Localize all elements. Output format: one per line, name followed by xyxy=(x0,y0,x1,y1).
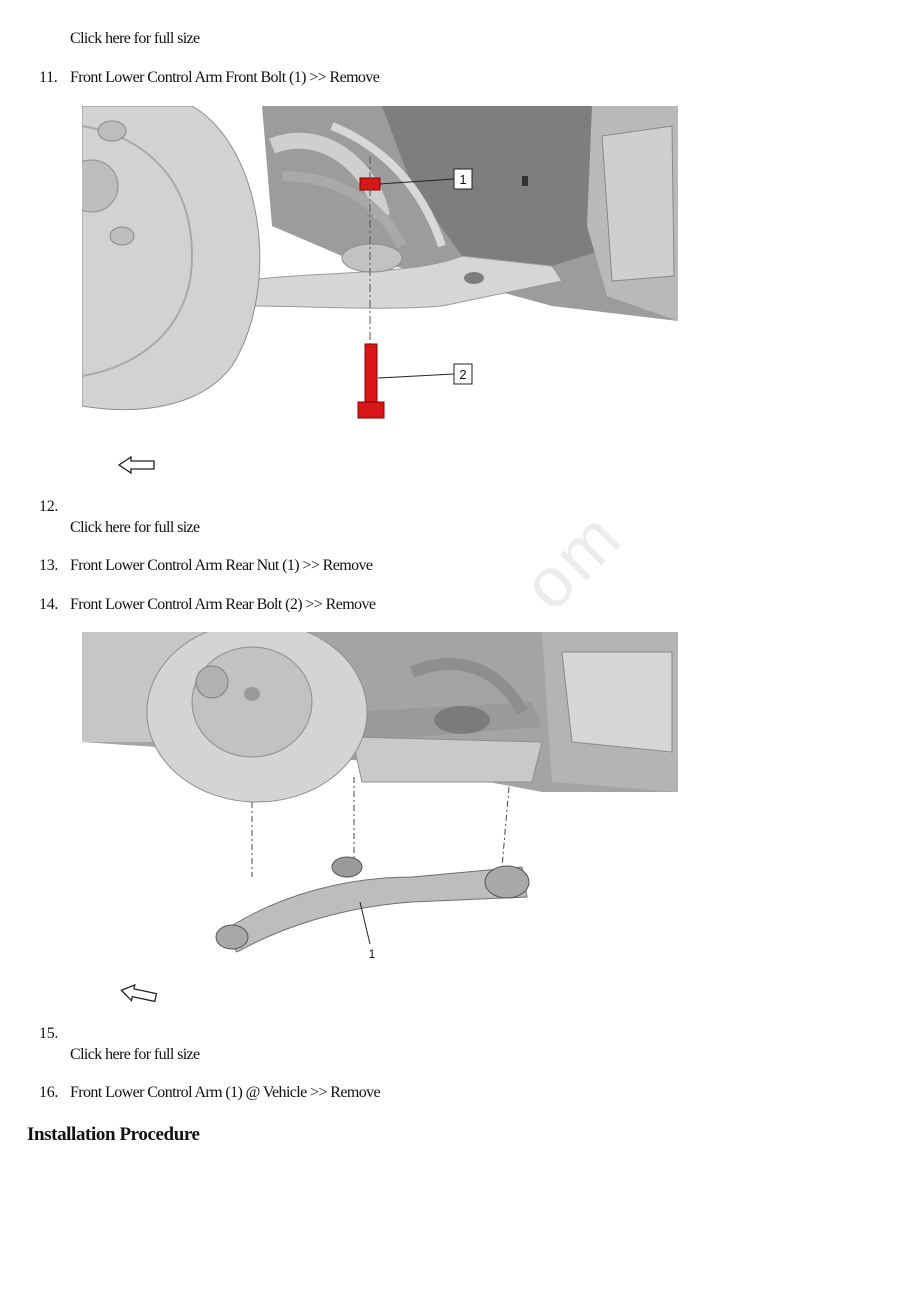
step-16-text: Front Lower Control Arm (1) @ Vehicle >> Remove xyxy=(70,1084,381,1101)
step-13-number: 13. xyxy=(39,557,59,574)
installation-procedure-heading: Installation Procedure xyxy=(27,1124,200,1145)
step-15-number: 15. xyxy=(39,1025,59,1042)
full-size-link-3[interactable]: Click here for full size xyxy=(70,1046,200,1063)
step-11-text: Front Lower Control Arm Front Bolt (1) >> Remove xyxy=(70,69,380,86)
front-direction-arrow-icon-2 xyxy=(119,983,159,1005)
full-size-link-1[interactable]: Click here for full size xyxy=(70,30,200,47)
figure-front-bolt-removal xyxy=(82,106,678,428)
step-14-text: Front Lower Control Arm Rear Bolt (2) >> Remove xyxy=(70,596,376,613)
callout-1-label: 1 xyxy=(459,172,467,187)
watermark: om xyxy=(507,495,638,625)
step-16-number: 16. xyxy=(39,1084,59,1101)
step-12-number: 12. xyxy=(39,498,59,515)
step-14-number: 14. xyxy=(39,596,59,613)
front-direction-arrow-icon xyxy=(117,455,157,475)
callout-arm-label: 1 xyxy=(368,947,376,961)
full-size-link-2[interactable]: Click here for full size xyxy=(70,519,200,536)
step-11-number: 11. xyxy=(39,69,58,86)
step-13-text: Front Lower Control Arm Rear Nut (1) >> Remove xyxy=(70,557,373,574)
figure-control-arm-removal xyxy=(82,632,678,964)
callout-2-label: 2 xyxy=(459,367,467,382)
